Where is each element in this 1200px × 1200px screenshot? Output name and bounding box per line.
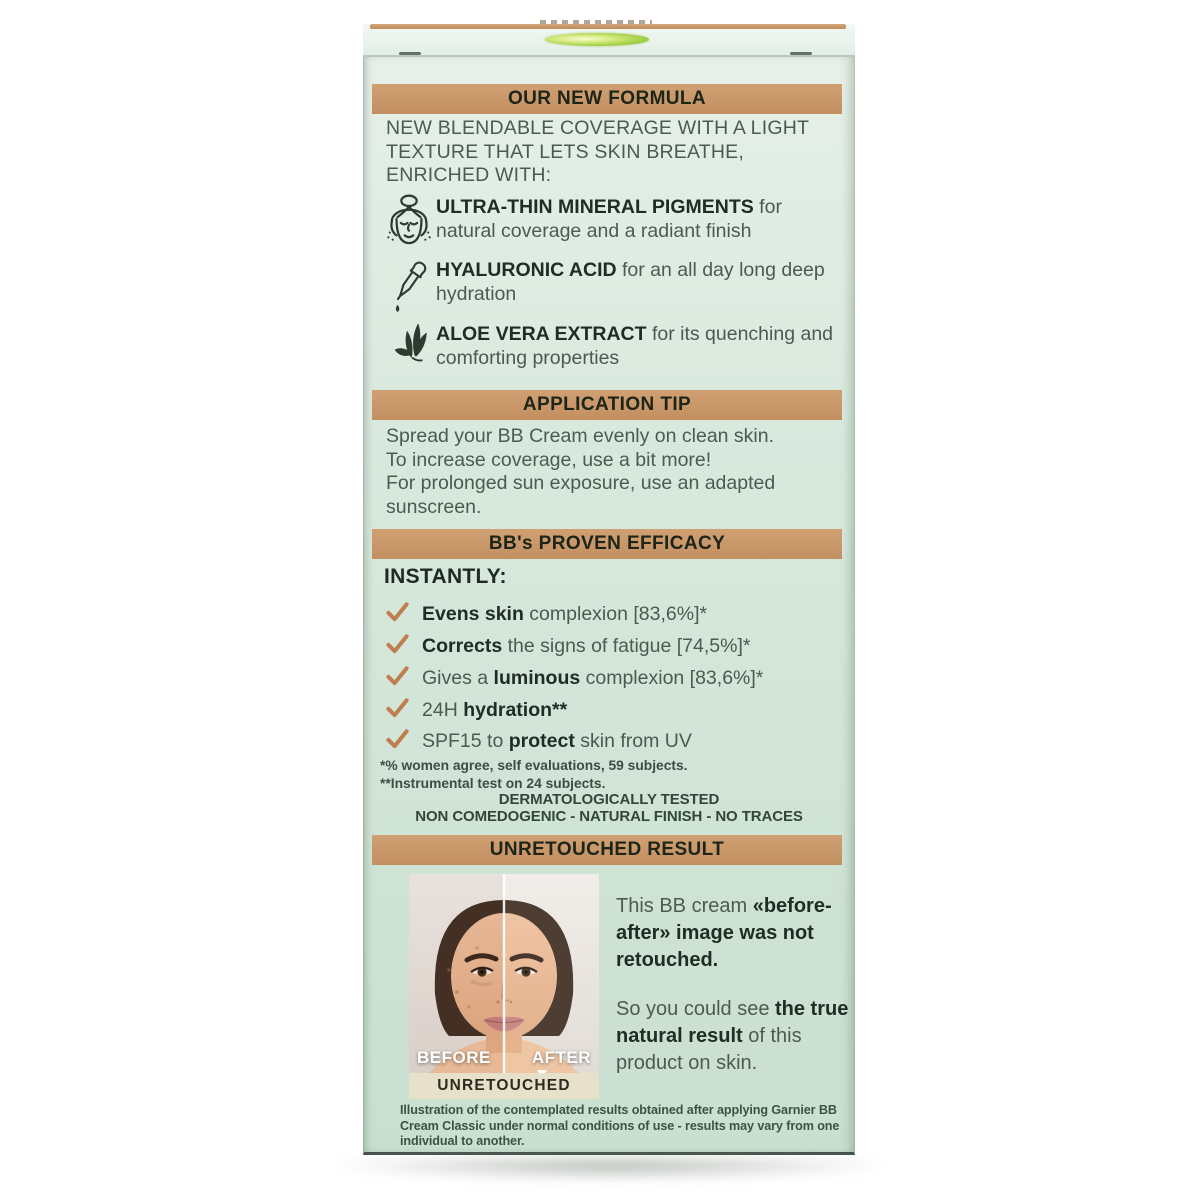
fine-print xyxy=(400,1103,852,1150)
claim-line: DERMATOLOGICALLY TESTED xyxy=(498,791,720,808)
efficacy-text: Evens skin complexion [83,6%]* xyxy=(422,602,708,625)
banner-title: OUR NEW FORMULA xyxy=(507,88,707,109)
banner-title: BB's PROVEN EFFICACY xyxy=(488,533,726,554)
ingredient-name: ULTRA-THIN MINERAL PIGMENTS xyxy=(436,196,754,218)
ingredient-text xyxy=(436,320,838,370)
section-banner-efficacy xyxy=(372,529,842,559)
ingredient-desc: for natural coverage and a radiant finish xyxy=(436,196,782,242)
intro-line: ENRICHED WITH: xyxy=(386,164,552,186)
box-top-flap xyxy=(363,24,855,57)
banner-title: APPLICATION TIP xyxy=(522,394,692,415)
intro-line: TEXTURE THAT LETS SKIN BREATHE, xyxy=(386,140,744,163)
section-banner-application-tip xyxy=(372,390,842,420)
result-paragraph: So you could see the true natural result of this product on skin. xyxy=(616,998,849,1074)
ingredient-text xyxy=(436,193,838,243)
footnote-line: **Instrumental test on 24 subjects. xyxy=(380,775,606,791)
efficacy-item xyxy=(386,633,750,659)
efficacy-text: SPF15 to protect skin from UV xyxy=(422,729,692,752)
intro-line: NEW BLENDABLE COVERAGE WITH A LIGHT xyxy=(386,117,810,139)
ingredient-name: ALOE VERA EXTRACT xyxy=(436,323,647,345)
fine-print-line: individual to another. xyxy=(400,1134,525,1149)
application-tip-text xyxy=(386,425,775,519)
flap-notch-left xyxy=(399,52,421,55)
tip-line: Spread your BB Cream evenly on clean skin. xyxy=(386,425,775,447)
ingredient-desc: for an all day long deep hydration xyxy=(436,259,825,305)
ingredient-desc: for its quenching and comforting properties xyxy=(436,323,834,369)
fine-print-line: Cream Classic under normal conditions of use - results may vary from one xyxy=(400,1118,840,1133)
dermatological-claims xyxy=(364,792,854,825)
efficacy-item xyxy=(386,665,763,691)
ingredient-text xyxy=(436,256,838,306)
box-floor-shadow xyxy=(340,1157,880,1181)
section-banner-unretouched-result xyxy=(372,835,842,865)
ingredient-row-mineral-pigments xyxy=(382,193,838,249)
ingredient-row-aloe-vera xyxy=(382,320,838,376)
flap-notch-right xyxy=(790,52,812,55)
footnote-line: *% women agree, self evaluations, 59 subjects. xyxy=(380,758,688,773)
efficacy-text: Gives a luminous complexion [83,6%]* xyxy=(422,666,764,689)
tip-line: To increase coverage, use a bit more! xyxy=(386,448,712,471)
check-icon xyxy=(386,728,409,754)
face-icon xyxy=(382,193,436,249)
efficacy-footnotes xyxy=(380,757,688,792)
green-leaf-oval-icon xyxy=(545,33,649,46)
after-label: AFTER xyxy=(531,1048,591,1067)
check-icon xyxy=(386,697,409,723)
check-icon xyxy=(386,601,409,627)
ingredient-name: HYALURONIC ACID xyxy=(436,259,617,281)
after-arrow-icon xyxy=(537,1070,547,1073)
efficacy-item xyxy=(386,697,567,723)
tip-line: For prolonged sun exposure, use an adapted xyxy=(386,472,776,494)
efficacy-item xyxy=(386,728,692,754)
aloe-leaf-icon xyxy=(382,320,436,376)
formula-intro xyxy=(386,117,809,188)
efficacy-item xyxy=(386,601,707,627)
bb-cream-box-back xyxy=(363,24,855,1156)
fine-print-line: Illustration of the contemplated results obtained after applying Garnier BB xyxy=(400,1103,837,1117)
section-banner-formula xyxy=(372,84,842,114)
claim-line: NON COMEDOGENIC - NATURAL FINISH - NO TRACES xyxy=(415,807,803,825)
before-label: BEFORE xyxy=(417,1048,491,1067)
box-back-panel xyxy=(363,57,855,1155)
ingredient-row-hyaluronic xyxy=(382,256,838,316)
check-icon xyxy=(386,665,409,691)
banner-title: UNRETOUCHED RESULT xyxy=(489,839,725,860)
efficacy-text: 24H hydration** xyxy=(422,698,568,721)
instantly-heading: INSTANTLY: xyxy=(384,565,507,588)
flap-print-edge xyxy=(370,24,846,29)
result-paragraph: This BB cream «before-after» image was not retouched. xyxy=(616,895,832,971)
before-after-photo-card xyxy=(409,874,599,1099)
dropper-icon xyxy=(382,256,436,316)
result-description xyxy=(616,893,850,1077)
efficacy-text: Corrects the signs of fatigue [74,5%]* xyxy=(422,634,751,657)
tip-line: sunscreen. xyxy=(386,495,482,518)
woman-face-before-after-photo xyxy=(409,874,599,1073)
unretouched-strip: UNRETOUCHED xyxy=(409,1073,599,1099)
check-icon xyxy=(386,633,409,659)
